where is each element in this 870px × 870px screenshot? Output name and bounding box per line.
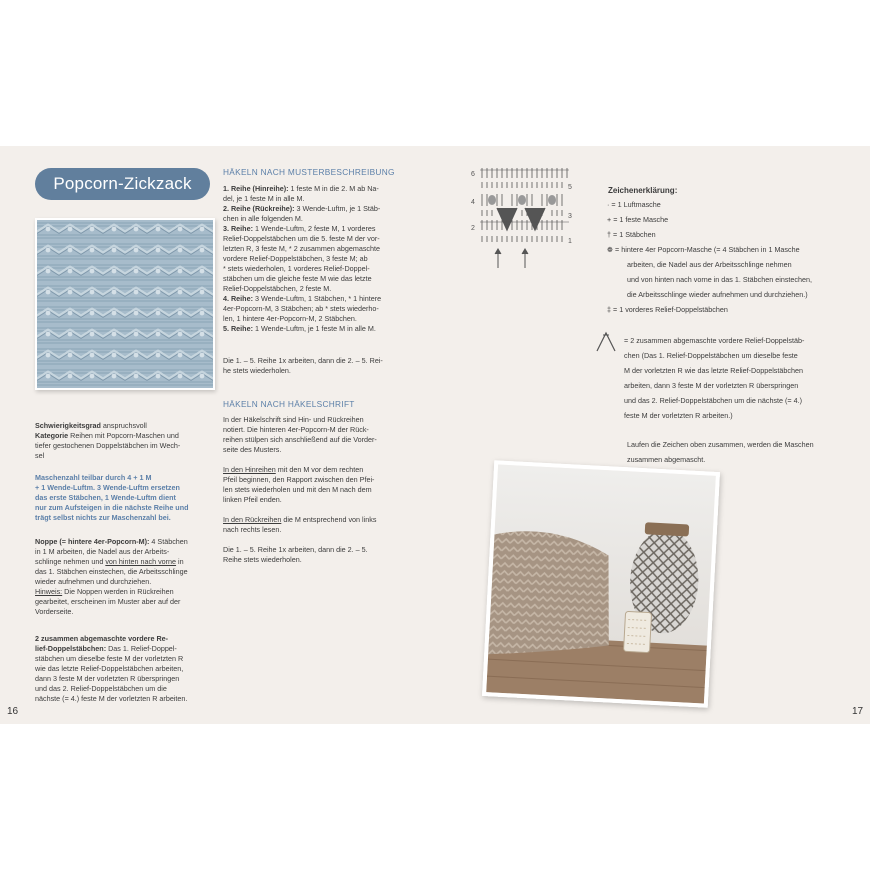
chart-row-number: 5 — [568, 184, 572, 191]
rueck-label: In den Rückreihen — [223, 515, 282, 524]
hs-text: notiert. Die hinteren 4er-Popcorn-M der Rück- — [223, 425, 369, 434]
row-label: 2. Reihe (Rückreihe): — [223, 204, 295, 213]
legend-item: = 1 Luftmasche — [611, 200, 661, 209]
legend-note — [627, 440, 861, 465]
category-label: Kategorie — [35, 431, 69, 440]
row-label: 4. Reihe: — [223, 294, 253, 303]
difficulty-label: Schwierigkeitsgrad — [35, 421, 101, 430]
legend-item: M der vorletzten R wie das letzte Relief-Doppelstäbchen — [624, 366, 803, 375]
row-instructions — [223, 184, 403, 334]
category-line: sel — [35, 451, 45, 460]
crochet-chart — [468, 164, 580, 272]
relief-block — [35, 634, 217, 704]
stitch-count-line: + 1 Wende-Luftm. 3 Wende-Luftm ersetzen — [35, 483, 180, 492]
relief-text: dann 3 feste M der vorletzten R überspringen — [35, 674, 180, 683]
row-text: Relief-Doppelstäbchen, 2 feste M. — [223, 284, 332, 293]
difficulty-block — [35, 421, 215, 461]
hs-text: Reihe stets wiederholen. — [223, 555, 302, 564]
stitch-count-line: Maschenzahl teilbar durch 4 + 1 M — [35, 473, 152, 482]
category-line: Reihen mit Popcorn-Maschen und — [70, 431, 179, 440]
haekelschrift-text — [223, 415, 403, 565]
row-text: 3 Wende-Luftm, 1 Stäbchen, * 1 hintere — [252, 294, 382, 303]
legend-item: = hintere 4er Popcorn-Masche (= 4 Stäbchen in 1 Masche — [615, 245, 800, 254]
hin-label: In den Hinreihen — [223, 465, 276, 474]
repeat-text: he stets wiederholen. — [223, 366, 291, 375]
hs-text: reihen stülpen sich anschließend auf die Vorder- — [223, 435, 377, 444]
row-text: 3 Wende-Luftm, je 1 Stäb- — [294, 204, 381, 213]
hs-text: In der Häkelschrift sind Hin- und Rückreihen — [223, 415, 364, 424]
row-label: 5. Reihe: — [223, 324, 253, 333]
crochet-swatch-photo — [35, 218, 215, 390]
relief-stitch-icon: ‡ — [607, 305, 611, 314]
row-text: * stets wiederholen, 1 vorderes Relief-Doppel- — [223, 264, 370, 273]
popcorn-stitch-icon: ❁ — [607, 245, 614, 254]
legend-note-text: Laufen die Zeichen oben zusammen, werden die Maschen — [627, 440, 814, 449]
legend-item: = 1 Stäbchen — [613, 230, 656, 239]
hs-text: die M entsprechend von links — [281, 515, 377, 524]
row-text: chen in alle folgenden M. — [223, 214, 303, 223]
row-text: 4er-Popcorn-M, 3 Stäbchen; ab * stets wiederho- — [223, 304, 379, 313]
legend-item: arbeiten, die Nadel aus der Arbeitsschlinge nehmen — [627, 260, 792, 269]
double-crochet-icon: † — [607, 230, 611, 239]
chart-row-number: 1 — [568, 238, 572, 245]
legend-item: die Arbeitsschlinge wieder aufnehmen und durchziehen.) — [627, 290, 808, 299]
noppe-label: Noppe (= hintere 4er-Popcorn-M): — [35, 537, 150, 546]
pattern-title: Popcorn-Zickzack — [35, 168, 210, 200]
difficulty-value: anspruchsvoll — [102, 421, 147, 430]
row-text: Relief-Doppelstäbchen um die 5. feste M der vor- — [223, 234, 380, 243]
hs-text: Pfeil beginnen, den Rapport zwischen den Pfei- — [223, 475, 375, 484]
hint-text: gearbeitet, erscheinen im Muster aber auf der — [35, 597, 181, 606]
cushion-lantern-photo — [482, 460, 720, 708]
chart-row-number: 3 — [568, 213, 572, 220]
legend-list — [607, 200, 857, 315]
legend-note-text: zusammen abgemascht. — [627, 455, 706, 464]
row-text: len, 1 hintere 4er-Popcorn-M, 2 Stäbchen. — [223, 314, 357, 323]
row-text: 1 Wende-Luftm, je 1 feste M in alle M. — [252, 324, 376, 333]
single-crochet-icon: + — [607, 215, 612, 224]
hint-text: Vorderseite. — [35, 607, 74, 616]
chart-row-number: 4 — [471, 199, 475, 206]
two-relief-stitches-icon — [594, 329, 622, 353]
legend-item: chen (Das 1. Relief-Doppelstäbchen um dieselbe feste — [624, 351, 798, 360]
repeat-note — [223, 356, 403, 376]
stitch-count-block — [35, 473, 217, 523]
hs-text: seite des Musters. — [223, 445, 282, 454]
page-number-left: 16 — [7, 706, 19, 717]
noppe-text: 4 Stäbchen — [149, 537, 188, 546]
row-text: 1 feste M in die 2. M ab Na- — [288, 184, 379, 193]
legend-item: feste M der vorletzten R arbeiten.) — [624, 411, 733, 420]
hs-text: mit den M vor dem rechten — [275, 465, 364, 474]
relief-text: und das 2. Relief-Doppelstäbchen um die — [35, 684, 167, 693]
relief-label: lief-Doppelstäbchen: — [35, 644, 107, 653]
hint-label: Hinweis: — [35, 587, 63, 596]
legend-item: = 1 feste Masche — [613, 215, 669, 224]
legend-item: = 2 zusammen abgemaschte vordere Relief-Doppelstäb- — [624, 336, 805, 345]
stitch-count-line: nur zum Aufsteigen in die nächste Reihe und — [35, 503, 189, 512]
relief-label: 2 zusammen abgemaschte vordere Re- — [35, 634, 169, 643]
noppe-text-underlined: von hinten nach vorne — [105, 557, 177, 566]
hs-text: Die 1. – 5. Reihe 1x arbeiten, dann die 2. – 5. — [223, 545, 368, 554]
row-text: stäbchen um die gleiche feste M wie das letzte — [223, 274, 372, 283]
chart-row-number: 6 — [471, 171, 475, 178]
row-text: letzten R, 3 feste M, * 2 zusammen abgemaschte — [223, 244, 381, 253]
hs-text: linken Pfeil enden. — [223, 495, 282, 504]
page-number-right: 17 — [852, 706, 864, 717]
row-text: vordere Relief-Doppelstäbchen, 3 feste M; ab — [223, 254, 368, 263]
noppe-text: in 1 M arbeiten, die Nadel aus der Arbeits- — [35, 547, 170, 556]
hint-text: Die Noppen werden in Rückreihen — [62, 587, 174, 596]
row-label: 3. Reihe: — [223, 224, 253, 233]
noppe-block — [35, 537, 217, 617]
row-text: del, je 1 feste M in alle M. — [223, 194, 305, 203]
hs-text: nach rechts lesen. — [223, 525, 282, 534]
relief-text: stäbchen um dieselbe feste M der vorletzten R — [35, 654, 184, 663]
heading-musterbeschreibung: HÄKELN NACH MUSTERBESCHREIBUNG — [223, 167, 395, 177]
row-label: 1. Reihe (Hinreihe): — [223, 184, 289, 193]
legend-relief-two — [624, 336, 858, 421]
stitch-count-line: das erste Stäbchen, 1 Wende-Luftm dient — [35, 493, 176, 502]
relief-text: nächste (= 4.) feste M der vorletzten R arbeiten. — [35, 694, 188, 703]
repeat-text: Die 1. – 5. Reihe 1x arbeiten, dann die 2. – 5. Rei- — [223, 356, 383, 365]
row-text: 1 Wende-Luftm, 2 feste M, 1 vorderes — [252, 224, 376, 233]
relief-text: Das 1. Relief-Doppel- — [106, 644, 177, 653]
chain-stitch-icon: · — [607, 200, 610, 209]
relief-text: wie das letzte Relief-Doppelstäbchen arbeiten, — [35, 664, 184, 673]
legend-item: und das 2. Relief-Doppelstäbchen um die nächste (= 4.) — [624, 396, 802, 405]
hs-text: len stets wiederholen und mit den M nach dem — [223, 485, 372, 494]
noppe-text: in — [176, 557, 184, 566]
noppe-text: wieder aufnehmen und durchziehen. — [35, 577, 152, 586]
category-line: tiefer gestochenen Doppelstäbchen im Wech- — [35, 441, 181, 450]
chart-row-number: 2 — [471, 225, 475, 232]
legend-item: = 1 vorderes Relief-Doppelstäbchen — [613, 305, 728, 314]
legend-item: und von hinten nach vorne in das 1. Stäbchen einstechen, — [627, 275, 813, 284]
heading-haekelschrift: HÄKELN NACH HÄKELSCHRIFT — [223, 399, 355, 409]
stitch-count-line: trägt selbst nichts zur Maschenzahl bei. — [35, 513, 171, 522]
legend-title: Zeichenerklärung: — [608, 186, 678, 195]
legend-item: arbeiten, dann 3 feste M der vorletzten R überspringen — [624, 381, 799, 390]
noppe-text: das 1. Stäbchen einstechen, die Arbeitsschlinge — [35, 567, 188, 576]
noppe-text: schlinge nehmen und — [35, 557, 106, 566]
